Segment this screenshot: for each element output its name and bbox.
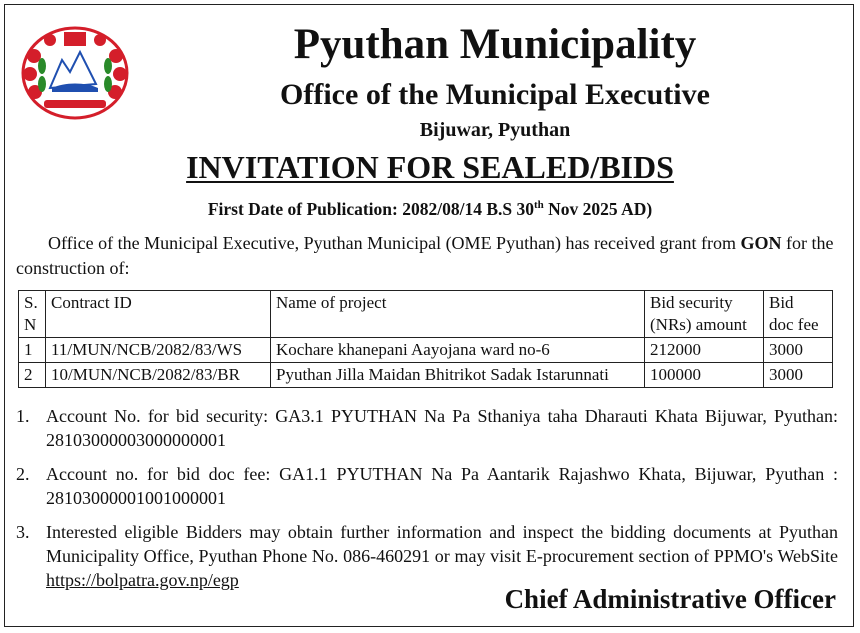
header-doc-fee-line2: doc fee: [769, 315, 819, 334]
list-item: [16, 520, 838, 592]
publication-date: [0, 193, 860, 221]
publication-date-prefix: First Date of Publication: 2082/08/14 B.S 30: [207, 198, 534, 219]
cell-contract-id: 11/MUN/NCB/2082/83/WS: [46, 338, 271, 363]
header-contract-id: Contract ID: [46, 291, 271, 338]
note-text-container: [46, 520, 838, 592]
note-number: 2.: [16, 464, 30, 484]
signature: Chief Administrative Officer: [504, 584, 836, 614]
notice-heading: [0, 147, 860, 187]
list-item: [16, 462, 838, 510]
cell-contract-id: 10/MUN/NCB/2082/83/BR: [46, 363, 271, 388]
intro-text-end: for the construction of:: [16, 233, 834, 278]
note-text: Interested eligible Bidders may obtain further information and inspect the bidding documents at Pyuthan Municipality Office, Pyuthan Phone No. 086-460291 or may visit E-procurement section of PPMO's WebSite: [46, 522, 838, 566]
header-project-name: Name of project: [271, 291, 645, 338]
municipality-emblem-icon: [20, 26, 130, 121]
table-header-row: [19, 291, 833, 338]
note-text: Account No. for bid security: GA3.1 PYUTHAN Na Pa Sthaniya taha Dharauti Khata Bijuwar, Pyuthan: 28103000003000000001: [46, 406, 838, 450]
header-bid-security: [645, 291, 764, 338]
header-sn-line1: S.: [24, 293, 38, 312]
publication-date-sup: th: [533, 199, 544, 211]
header-sn-line2: N: [24, 315, 37, 334]
list-item: [16, 404, 838, 452]
table-row: [19, 338, 833, 363]
cell-doc-fee: 3000: [764, 363, 833, 388]
egp-link[interactable]: https://bolpatra.gov.np/egp: [46, 570, 239, 590]
header-bid-security-line1: Bid security: [650, 293, 733, 312]
note-text: Account no. for bid doc fee: GA1.1 PYUTHAN Na Pa Aantarik Rajashwo Khata, Bijuwar, Pyuthan : 28103000001001000001: [46, 464, 838, 508]
cell-bid-security: 100000: [645, 363, 764, 388]
cell-sn: 2: [19, 363, 46, 388]
note-number: 3.: [16, 522, 30, 542]
cell-project-name: Kochare khanepani Aayojana ward no-6: [271, 338, 645, 363]
office-location: Bijuwar, Pyuthan: [419, 119, 571, 141]
intro-grant-source: GON: [740, 233, 782, 253]
intro-paragraph: [16, 231, 844, 281]
table-row: [19, 363, 833, 388]
header-bid-security-line2: (NRs) amount: [650, 315, 747, 334]
publication-date-suffix: Nov 2025 AD): [543, 198, 653, 219]
cell-sn: 1: [19, 338, 46, 363]
header-doc-fee: [764, 291, 833, 338]
cell-project-name: Pyuthan Jilla Maidan Bhitrikot Sadak Istarunnati: [271, 363, 645, 388]
note-number: 1.: [16, 406, 30, 426]
cell-doc-fee: 3000: [764, 338, 833, 363]
notice-heading-text: INVITATION FOR SEALED/BIDS: [186, 149, 674, 185]
cell-bid-security: 212000: [645, 338, 764, 363]
office-subtitle: Office of the Municipal Executive: [280, 78, 710, 111]
intro-text: Office of the Municipal Executive, Pyuthan Municipal (OME Pyuthan) has received grant from: [48, 233, 741, 253]
notes-list: [16, 404, 838, 602]
bids-table: [18, 290, 833, 388]
header-sn: [19, 291, 46, 338]
header-doc-fee-line1: Bid: [769, 293, 794, 312]
page-title: Pyuthan Municipality: [293, 21, 697, 68]
